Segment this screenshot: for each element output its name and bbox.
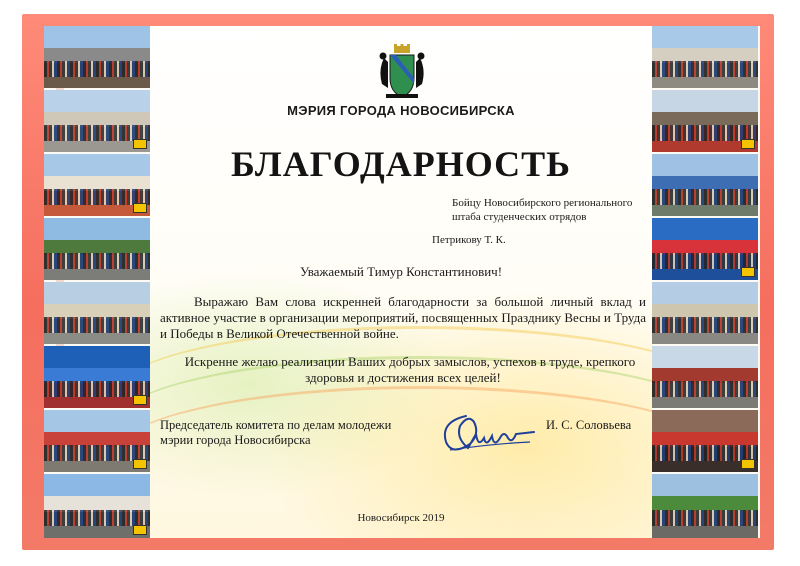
photo-column-left [44,26,150,538]
photo [44,474,150,538]
body-paragraph: Искренне желаю реализации Ваших добрых замыслов, успехов в труде, крепкого здоровья и достижения всех целей! [184,354,636,385]
handwritten-signature [430,404,540,464]
position-line: мэрии города Новосибирска [160,433,311,447]
photo [652,474,758,538]
coat-of-arms-icon [374,44,430,102]
photo [652,154,758,216]
body-paragraph: Выражаю Вам слова искренней благодарности за большой личный вклад и активное участие в организации мероприятий, посвященных Празднику Весны и Труда и Победы в Великой Отечественной войне. [160,294,646,341]
recipient-name: Петрикову Т. К. [432,234,506,246]
photo [44,90,150,152]
photo [44,26,150,88]
photo [44,154,150,216]
photo [44,218,150,280]
recipient-line: штаба студенческих отрядов [452,211,587,223]
photo [652,218,758,280]
photo-column-right [652,26,758,538]
greeting: Уважаемый Тимур Константинович! [299,264,503,279]
certificate-title: БЛАГОДАРНОСТЬ [231,144,571,184]
certificate-content [150,26,652,538]
photo [652,410,758,472]
photo [652,282,758,344]
organization-name: МЭРИЯ ГОРОДА НОВОСИБИРСКА [287,103,515,118]
signatory-name: И. С. Соловьева [546,418,632,432]
photo [652,346,758,408]
recipient-line: Бойцу Новосибирского регионального [452,197,633,209]
position-line: Председатель комитета по делам молодежи [160,418,392,432]
recipient-affiliation [452,196,652,224]
photo [44,282,150,344]
photo [652,90,758,152]
signatory-position [160,418,460,448]
photo [44,410,150,472]
photo [652,26,758,88]
certificate [44,26,760,538]
city-and-year: Новосибирск 2019 [357,512,445,524]
photo [44,346,150,408]
decor-wave [150,386,652,529]
